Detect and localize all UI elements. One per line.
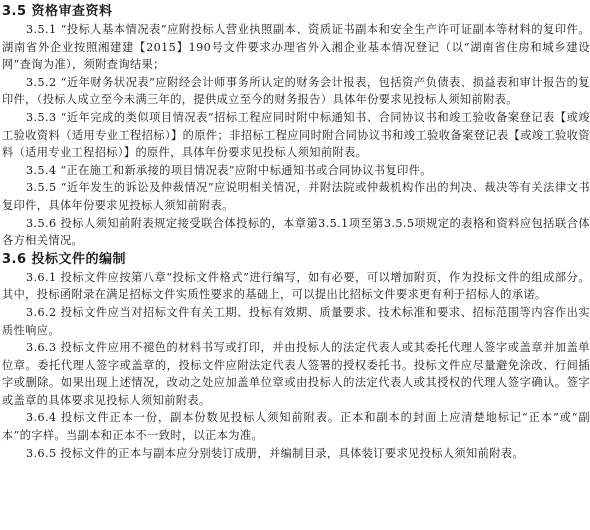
- clause-3-6-3: [2, 339, 590, 409]
- clause-text: 3.5.2 “近年财务状况表”应附经会计师事务所认定的财务会计报表，包括资产负债表、损益表和审计报告的复印件，（投标人成立至今未满三年的，提供成立至今的财务报告）具体年份要求见投标人须知前附表。: [2, 75, 590, 107]
- clause-3-6-2: [2, 304, 590, 339]
- clause-3-5-4: [2, 162, 590, 180]
- clause-text: 3.5.3 “近年完成的类似项目情况表”招标工程应同时附中标通知书、合同协议书和竣工验收备案登记表【或竣工验收资料（适用专业工程招标）】的原件；非招标工程应同时附合同协议书和竣工验收备案登记表【或竣工验收资料（适用专业工程招标）】的原件，具体年份要求见投标人须知前附表。: [2, 110, 590, 160]
- clause-3-5-3: [2, 109, 590, 162]
- clause-text: 3.6.3 投标文件应用不褪色的材料书写或打印，并由投标人的法定代表人或其委托代理人签字或盖章并加盖单位章。委托代理人签字或盖章的，投标文件应附法定代表人签署的授权委托书。投标文件应尽量避免涂改、行间插字或删除。如果出现上述情况，改动之处应加盖单位章或由投标人的法定代表人或其授权的代理人签字确认。签字或盖章的具体要求见投标人须知前附表。: [2, 341, 590, 407]
- clause-text: 3.6.4 投标文件正本一份，副本份数见投标人须知前附表。正本和副本的封面上应清楚地标记“正本”或“副本”的字样。当副本和正本不一致时，以正本为准。: [2, 411, 590, 443]
- clause-3-5-2: [2, 74, 590, 109]
- clause-text: 3.5.4 “正在施工和新承接的项目情况表”应附中标通知书或合同协议书复印件。: [26, 163, 432, 177]
- section-heading-3-5: 3.5 资格审查资料: [2, 4, 113, 19]
- clause-text: 3.6.1 投标文件应按第八章“投标文件格式”进行编写，如有必要，可以增加附页，作为投标文件的组成部分。其中，投标函附录在满足招标文件实质性要求的基础上，可以提出比招标文件要求更有利于招标人的承诺。: [2, 270, 590, 302]
- clause-3-6-4: [2, 409, 590, 444]
- clause-text: 3.5.1 “投标人基本情况表”应附投标人营业执照副本、资质证书副本和安全生产许可证副本等材料的复印件。湖南省外企业按照湘建建【2015】190号文件要求办理省外入湘企业基本情况登记（以“湖南省住房和城乡建设网”查询为准），须附查询结果；: [2, 23, 590, 72]
- clause-3-5-5: [2, 179, 590, 214]
- clause-3-5-1: [2, 21, 590, 74]
- clause-3-6-5: [2, 445, 590, 463]
- section-heading-3-6: 3.6 投标文件的编制: [2, 251, 127, 267]
- clause-3-6-1: [2, 269, 590, 304]
- clause-text: 3.6.2 投标文件应当对招标文件有关工期、投标有效期、质量要求、技术标准和要求、招标范围等内容作出实质性响应。: [2, 305, 590, 337]
- clause-text: 3.5.6 投标人须知前附表规定接受联合体投标的，本章第3.5.1项至第3.5.5项规定的表格和资料应包括联合体各方相关情况。: [2, 216, 590, 248]
- clause-3-5-6: [2, 215, 590, 250]
- clause-text: 3.5.5 “近年发生的诉讼及仲裁情况”应说明相关情况，并附法院或仲裁机构作出的判决、裁决等有关法律文书复印件，具体年份要求见投标人须知前附表。: [2, 181, 590, 212]
- clause-text: 3.6.5 投标文件的正本与副本应分别装订成册，并编制目录，具体装订要求见投标人须知前附表。: [26, 446, 524, 460]
